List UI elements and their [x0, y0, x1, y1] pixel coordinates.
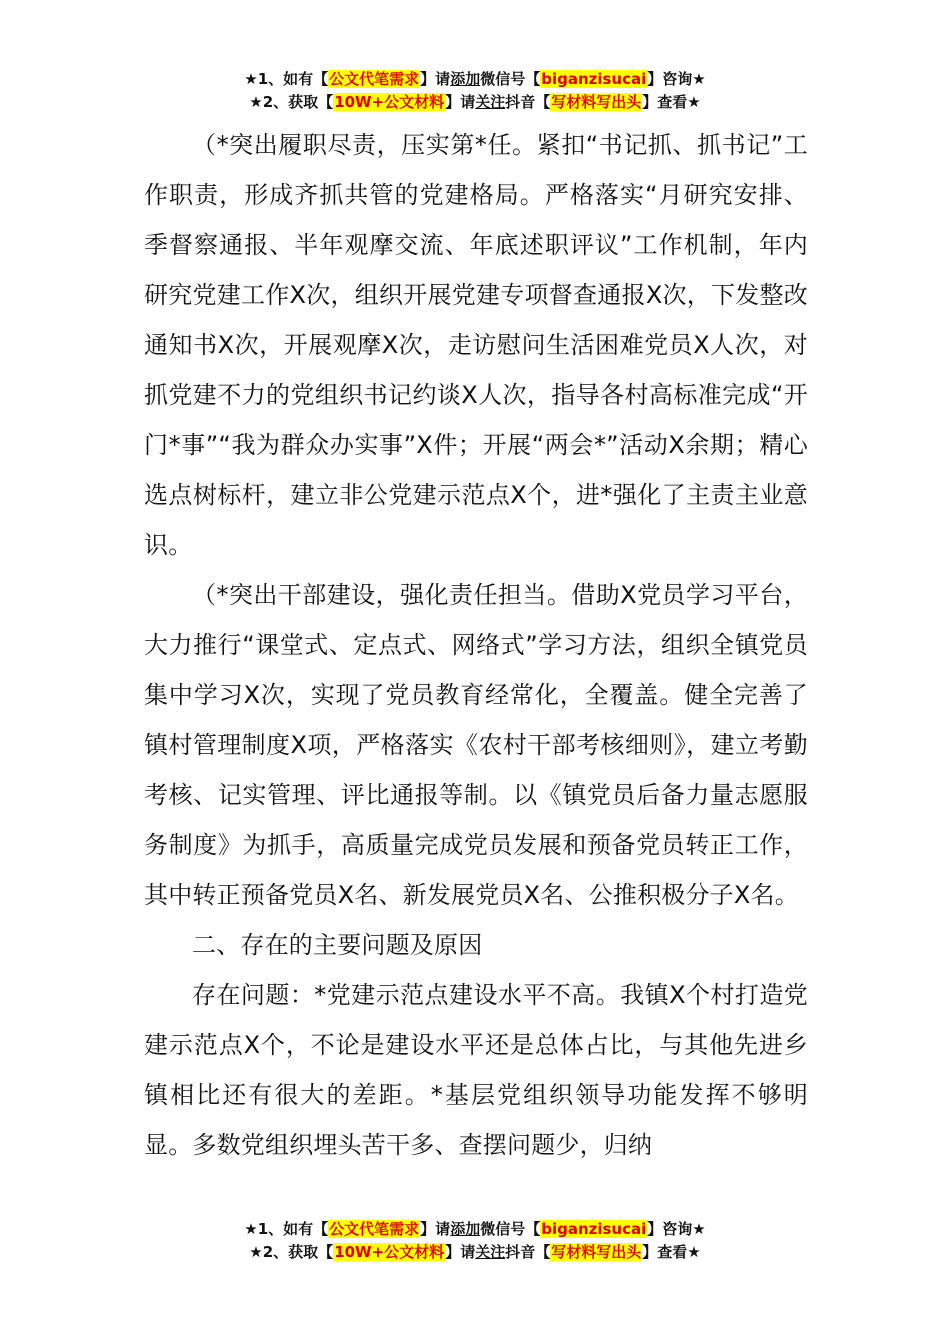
banner-line-2-suffix: 】查看★ — [642, 93, 701, 111]
footer-line-2-middle: 】请 — [445, 1243, 476, 1261]
footer-underlined-add: 添加 — [450, 1220, 481, 1238]
footer-highlight-writing-service: 公文代笔需求 — [329, 1220, 420, 1238]
footer-line-2-middle-2: 抖音【 — [505, 1243, 551, 1261]
footer-line-1-middle: 】请 — [420, 1220, 451, 1238]
footer-line-1-prefix: ★1、如有【 — [244, 1220, 329, 1238]
banner-line-1 — [0, 68, 950, 91]
banner-line-2-middle: 】请 — [445, 93, 476, 111]
banner-line-1-prefix: ★1、如有【 — [244, 70, 329, 88]
banner-line-1-middle-2: 微信号【 — [480, 70, 541, 88]
footer-banner — [0, 1218, 950, 1264]
footer-highlight-wechat-id: biganzisucai — [541, 1220, 647, 1238]
footer-highlight-materials: 10W+公文材料 — [334, 1243, 445, 1261]
footer-underlined-follow: 关注 — [475, 1243, 506, 1261]
document-body — [144, 120, 808, 1170]
footer-banner-line-1 — [0, 1218, 950, 1241]
header-banner — [0, 68, 950, 114]
banner-line-2-prefix: ★2、获取【 — [249, 93, 334, 111]
banner-line-1-middle: 】请 — [420, 70, 451, 88]
paragraph-existing-problems: 存在问题：*党建示范点建设水平不高。我镇X个村打造党建示范点X个，不论是建设水平还是总体占比，与其他先进乡镇相比还有很大的差距。*基层党组织领导功能发挥不够明显。多数党组织埋头苦干多、查摆问题少，归纳 — [144, 981, 808, 1159]
paragraph-duty-responsibility: （*突出履职尽责，压实第*任。紧扣“书记抓、抓书记”工作职责，形成齐抓共管的党建格局。严格落实“月研究安排、季督察通报、半年观摩交流、年底述职评议”工作机制，年内研究党建工作X次，组织开展党建专项督查通报X次，下发整改通知书X次，开展观摩X次，走访慰问生活困难党员X人次，对抓党建不力的党组织书记约谈X人次，指导各村高标准完成“开门*事”“我为群众办实事”X件；开展“两会*”活动X余期；精心选点树标杆，建立非公党建示范点X个，进*强化了主责主业意识。 — [144, 131, 808, 559]
banner-line-2-middle-2: 抖音【 — [505, 93, 551, 111]
footer-banner-line-2 — [0, 1241, 950, 1264]
footer-line-2-prefix: ★2、获取【 — [249, 1243, 334, 1261]
banner-line-1-suffix: 】咨询★ — [647, 70, 706, 88]
banner-highlight-douyin-account: 写材料写出头 — [551, 93, 642, 111]
banner-underlined-add: 添加 — [450, 70, 481, 88]
footer-line-1-middle-2: 微信号【 — [480, 1220, 541, 1238]
section-heading-problems: 二、存在的主要问题及原因 — [192, 931, 483, 959]
banner-highlight-wechat-id: biganzisucai — [541, 70, 647, 88]
banner-line-2 — [0, 91, 950, 114]
footer-line-1-suffix: 】咨询★ — [647, 1220, 706, 1238]
footer-line-2-suffix: 】查看★ — [642, 1243, 701, 1261]
banner-highlight-writing-service: 公文代笔需求 — [329, 70, 420, 88]
banner-highlight-materials: 10W+公文材料 — [334, 93, 445, 111]
banner-underlined-follow: 关注 — [475, 93, 506, 111]
footer-highlight-douyin-account: 写材料写出头 — [551, 1243, 642, 1261]
paragraph-cadre-building: （*突出干部建设，强化责任担当。借助X党员学习平台，大力推行“课堂式、定点式、网络式”学习方法，组织全镇党员集中学习X次，实现了党员教育经常化，全覆盖。健全完善了镇村管理制度X项，严格落实《农村干部考核细则》，建立考勤考核、记实管理、评比通报等制。以《镇党员后备力量志愿服务制度》为抓手，高质量完成党员发展和预备党员转正工作，其中转正预备党员X名、新发展党员X名、公推积极分子X名。 — [144, 581, 808, 909]
